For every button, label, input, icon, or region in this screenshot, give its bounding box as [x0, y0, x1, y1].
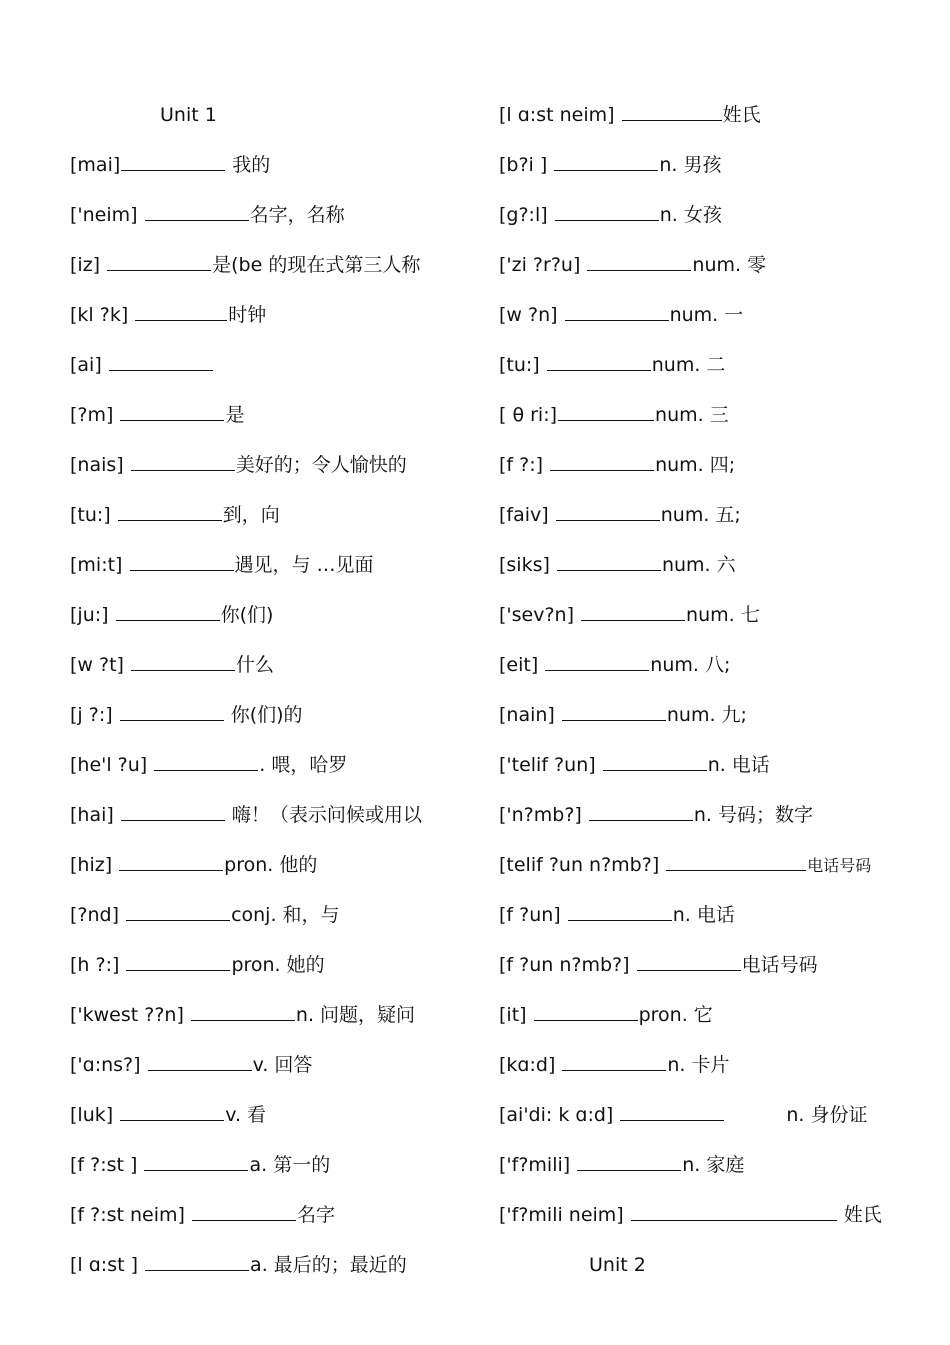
phonetic: [faiv]: [499, 504, 555, 526]
meaning: 美好的；令人愉快的: [235, 454, 407, 476]
meaning: num. 三: [655, 404, 729, 426]
meaning: 到，向: [222, 504, 280, 526]
vocab-entry: [70, 653, 274, 677]
vocab-entry: [70, 153, 270, 177]
vocab-entry: [499, 1003, 713, 1027]
phonetic: [tu:]: [70, 504, 117, 526]
phonetic: ['sev?n]: [499, 604, 581, 626]
answer-blank[interactable]: [550, 453, 654, 471]
answer-blank[interactable]: [562, 1053, 666, 1071]
phonetic: [w ?t]: [70, 654, 130, 676]
phonetic: ['n?mb?]: [499, 804, 588, 826]
answer-blank[interactable]: [603, 753, 707, 771]
meaning: num. 五;: [660, 504, 741, 526]
vocab-entry: [499, 903, 735, 927]
vocab-entry: [70, 1203, 335, 1227]
phonetic: [f ?un]: [499, 904, 567, 926]
meaning: v. 回答: [252, 1054, 313, 1076]
answer-blank[interactable]: [637, 953, 741, 971]
answer-blank[interactable]: [558, 403, 654, 421]
phonetic: [f ?:]: [499, 454, 550, 476]
meaning: a. 最后的；最近的: [250, 1254, 407, 1276]
phonetic: ['f?mili neim]: [499, 1204, 630, 1226]
answer-blank[interactable]: [145, 1253, 249, 1271]
phonetic: [eit]: [499, 654, 545, 676]
answer-blank[interactable]: [556, 503, 660, 521]
answer-blank[interactable]: [107, 253, 211, 271]
phonetic: [l ɑ:st neim]: [499, 104, 621, 126]
meaning: num. 七: [686, 604, 760, 626]
meaning: 时钟: [228, 304, 267, 326]
meaning: n. 卡片: [667, 1054, 730, 1076]
vocab-entry: [499, 753, 770, 777]
vocab-entry: [70, 303, 266, 327]
phonetic: [mi:t]: [70, 554, 129, 576]
meaning: 电话号码: [807, 856, 872, 875]
answer-blank[interactable]: [131, 653, 235, 671]
meaning: 电话号码: [741, 954, 818, 976]
phonetic: [ θ ri:]: [499, 404, 558, 426]
vocab-entry: [499, 1153, 744, 1177]
meaning: num. 零: [692, 254, 767, 276]
phonetic: [f ?:st neim]: [70, 1204, 191, 1226]
answer-blank[interactable]: [119, 853, 223, 871]
meaning: n. 问题，疑问: [295, 1004, 416, 1026]
answer-blank[interactable]: [622, 103, 722, 121]
meaning: 我的: [226, 154, 271, 176]
answer-blank[interactable]: [109, 353, 213, 371]
vocab-entry: [70, 703, 303, 727]
phonetic: [telif ?un n?mb?]: [499, 854, 666, 876]
answer-blank[interactable]: [587, 253, 691, 271]
answer-blank[interactable]: [120, 703, 224, 721]
vocab-entry: [499, 503, 741, 527]
vocab-entry: [499, 403, 729, 427]
answer-blank[interactable]: [631, 1203, 837, 1221]
phonetic: [h ?:]: [70, 954, 126, 976]
vocab-entry: [70, 1053, 312, 1077]
phonetic: [luk]: [70, 1104, 120, 1126]
phonetic: ['ɑ:ns?]: [70, 1054, 147, 1076]
vocab-entry: [70, 903, 340, 927]
answer-blank[interactable]: [131, 453, 235, 471]
meaning: n. 家庭: [682, 1154, 745, 1176]
vocab-entry: [70, 1253, 407, 1277]
vocab-entry: [499, 303, 743, 327]
meaning: pron. 她的: [231, 954, 325, 976]
meaning: num. 九;: [666, 704, 747, 726]
meaning: num. 八;: [650, 654, 731, 676]
vocab-entry: [70, 1003, 415, 1027]
meaning: n. 女孩: [659, 204, 722, 226]
phonetic: [f ?un n?mb?]: [499, 954, 636, 976]
answer-blank[interactable]: [565, 303, 669, 321]
unit-heading: Unit 1: [160, 104, 217, 126]
meaning: 名字，名称: [249, 204, 345, 226]
meaning: 什么: [235, 654, 274, 676]
vocab-entry: [499, 653, 730, 677]
meaning: n. 号码；数字: [693, 804, 813, 826]
answer-blank[interactable]: [557, 553, 661, 571]
answer-blank[interactable]: [116, 603, 220, 621]
meaning: 嗨！（表示问候或用以: [225, 804, 422, 826]
vocab-entry: [499, 1203, 882, 1227]
phonetic: [nais]: [70, 454, 130, 476]
phonetic: [ju:]: [70, 604, 115, 626]
phonetic: [iz]: [70, 254, 107, 276]
meaning: n. 电话: [707, 754, 770, 776]
answer-blank[interactable]: [562, 703, 666, 721]
answer-blank[interactable]: [121, 153, 225, 171]
phonetic: [mai]: [70, 154, 121, 176]
phonetic: [ai'di: k ɑ:d]: [499, 1104, 620, 1126]
meaning: pron. 它: [638, 1004, 713, 1026]
vocab-entry: [499, 853, 871, 878]
answer-blank[interactable]: [555, 203, 659, 221]
vocab-entry: [70, 203, 345, 227]
phonetic: [g?:l]: [499, 204, 554, 226]
phonetic: ['zi ?r?u]: [499, 254, 587, 276]
phonetic: [?nd]: [70, 904, 126, 926]
vocab-entry: [499, 353, 725, 377]
vocab-entry: [70, 253, 420, 277]
meaning: 姓氏: [837, 1204, 882, 1226]
meaning: 你(们)的: [224, 704, 303, 726]
vocab-entry: [70, 453, 407, 477]
vocab-entry: [70, 1103, 266, 1127]
vocab-entry: [499, 803, 813, 827]
vocab-entry: [70, 753, 347, 777]
answer-blank[interactable]: [126, 903, 230, 921]
vocab-entry: [70, 1153, 330, 1177]
vocab-entry: [499, 703, 747, 727]
answer-blank[interactable]: [126, 953, 230, 971]
phonetic: [he'l ?u]: [70, 754, 154, 776]
answer-blank[interactable]: [192, 1203, 296, 1221]
answer-blank[interactable]: [534, 1003, 638, 1021]
meaning: num. 六: [661, 554, 736, 576]
answer-blank[interactable]: [120, 1103, 224, 1121]
meaning: . 喂，哈罗: [259, 754, 348, 776]
meaning: 遇见，与 …见面: [234, 554, 374, 576]
phonetic: [ai]: [70, 354, 108, 376]
phonetic: ['f?mili]: [499, 1154, 577, 1176]
answer-blank[interactable]: [154, 753, 258, 771]
vocab-entry: [499, 253, 766, 277]
vocab-entry: [499, 153, 721, 177]
answer-blank[interactable]: [130, 553, 234, 571]
meaning: 姓氏: [722, 104, 761, 126]
vocab-entry: [70, 403, 244, 427]
phonetic: ['telif ?un]: [499, 754, 602, 776]
phonetic: ['neim]: [70, 204, 144, 226]
answer-blank[interactable]: [666, 853, 806, 871]
answer-blank[interactable]: [135, 303, 227, 321]
vocab-entry: [70, 853, 317, 877]
vocab-entry: [499, 553, 736, 577]
phonetic: [tu:]: [499, 354, 546, 376]
phonetic: [j ?:]: [70, 704, 119, 726]
answer-blank[interactable]: [118, 503, 222, 521]
answer-blank[interactable]: [148, 1053, 252, 1071]
meaning: n. 男孩: [659, 154, 722, 176]
answer-blank[interactable]: [547, 353, 651, 371]
vocab-entry: [499, 453, 735, 477]
phonetic: ['kwest ??n]: [70, 1004, 190, 1026]
meaning: num. 一: [669, 304, 744, 326]
answer-blank[interactable]: [589, 803, 693, 821]
meaning: n. 电话: [672, 904, 735, 926]
unit-heading: Unit 2: [589, 1254, 646, 1276]
meaning: v. 看: [225, 1104, 267, 1126]
answer-blank[interactable]: [568, 903, 672, 921]
phonetic: [?m]: [70, 404, 120, 426]
answer-blank[interactable]: [554, 153, 658, 171]
vocab-entry: [70, 803, 422, 827]
answer-blank[interactable]: [120, 403, 224, 421]
meaning: 名字: [297, 1204, 336, 1226]
vocab-entry: [70, 553, 374, 577]
phonetic: [w ?n]: [499, 304, 564, 326]
phonetic: [hiz]: [70, 854, 119, 876]
phonetic: [b?i ]: [499, 154, 554, 176]
meaning: num. 二: [651, 354, 726, 376]
phonetic: [kl ?k]: [70, 304, 135, 326]
vocab-entry: [499, 953, 818, 977]
vocab-entry: [499, 1103, 867, 1127]
answer-blank[interactable]: [577, 1153, 681, 1171]
meaning: pron. 他的: [224, 854, 318, 876]
vocab-entry: [499, 103, 761, 127]
vocab-entry: [70, 603, 273, 627]
meaning: n. 身份证: [786, 1104, 868, 1126]
phonetic: [siks]: [499, 554, 556, 576]
phonetic: [f ?:st ]: [70, 1154, 144, 1176]
vocab-entry: [70, 353, 214, 377]
phonetic: [hai]: [70, 804, 120, 826]
vocab-entry: [499, 203, 722, 227]
answer-blank[interactable]: [121, 803, 225, 821]
answer-blank[interactable]: [144, 1153, 248, 1171]
meaning: 是: [225, 404, 245, 426]
vocab-entry: [499, 1053, 730, 1077]
vocab-entry: [499, 603, 760, 627]
answer-blank[interactable]: [145, 203, 249, 221]
meaning: num. 四;: [655, 454, 736, 476]
meaning: a. 第一的: [249, 1154, 331, 1176]
meaning: conj. 和，与: [231, 904, 340, 926]
meaning: 你(们): [220, 604, 274, 626]
meaning: 是(be 的现在式第三人称: [212, 254, 421, 276]
answer-blank[interactable]: [545, 653, 649, 671]
phonetic: [nain]: [499, 704, 561, 726]
vocab-entry: [70, 953, 325, 977]
phonetic: [it]: [499, 1004, 533, 1026]
answer-blank[interactable]: [620, 1103, 724, 1121]
phonetic: [kɑ:d]: [499, 1054, 562, 1076]
answer-blank[interactable]: [191, 1003, 295, 1021]
phonetic: [l ɑ:st ]: [70, 1254, 145, 1276]
vocab-entry: [70, 503, 280, 527]
answer-blank[interactable]: [581, 603, 685, 621]
